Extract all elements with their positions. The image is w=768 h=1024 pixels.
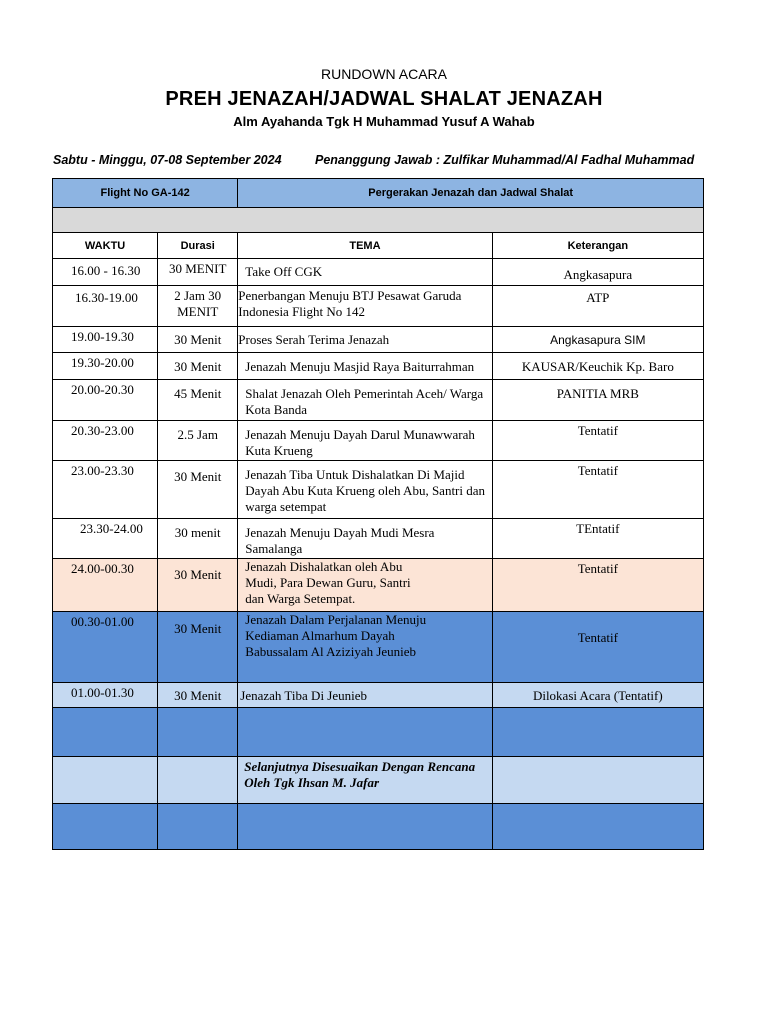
cell-durasi: 30 menit [158, 519, 238, 559]
cell-keterangan: PANITIA MRB [492, 380, 703, 421]
cell-durasi: 30 Menit [158, 559, 238, 612]
cell-durasi: 30 Menit [158, 612, 238, 683]
col-header-keterangan: Keterangan [492, 233, 703, 259]
cell-tema: Jenazah Tiba Di Jeunieb [238, 683, 492, 708]
cell-tema: Jenazah Tiba Untuk Dishalatkan Di Majid Dayah Abu Kuta Krueng oleh Abu, Santri dan warga setempat [238, 461, 492, 519]
cell-durasi: 30 MENIT [158, 259, 238, 286]
cell-durasi: 30 Menit [158, 327, 238, 353]
cell-waktu: 23.00-23.30 [53, 461, 158, 519]
cell-waktu: 19.30-20.00 [53, 353, 158, 380]
cell-waktu: 16.30-19.00 [53, 286, 158, 327]
column-header-row [53, 233, 704, 259]
cell-keterangan: Dilokasi Acara (Tentatif) [492, 683, 703, 708]
empty-row [53, 708, 704, 757]
cell-tema: Jenazah Menuju Dayah Mudi Mesra Samalanga [238, 519, 492, 559]
cell-tema: Jenazah Menuju Dayah Darul Munawwarah Kuta Krueng [238, 421, 492, 461]
cell-durasi: 2.5 Jam [158, 421, 238, 461]
event-date: Sabtu - Minggu, 07-08 September 2024 [53, 153, 282, 167]
section-title: Pergerakan Jenazah dan Jadwal Shalat [238, 179, 704, 208]
table-row [53, 259, 704, 286]
subtitle: Alm Ayahanda Tgk H Muhammad Yusuf A Wahab [233, 114, 535, 129]
cell-durasi: 30 Menit [158, 353, 238, 380]
col-header-tema: TEMA [238, 233, 492, 259]
table-row [53, 353, 704, 380]
table-row [53, 286, 704, 327]
table-row [53, 421, 704, 461]
cell-tema: Take Off CGK [238, 259, 492, 286]
cell-waktu: 20.30-23.00 [53, 421, 158, 461]
cell-tema: Jenazah Dalam Perjalanan Menuju Kediaman Almarhum Dayah Babussalam Al Aziziyah Jeunieb [238, 612, 492, 683]
cell-keterangan: Tentatif [492, 461, 703, 519]
schedule-table [52, 178, 704, 850]
closing-note: Selanjutnya Disesuaikan Dengan Rencana Oleh Tgk Ihsan M. Jafar [238, 757, 492, 804]
col-header-waktu: WAKTU [53, 233, 158, 259]
cell-waktu: 16.00 - 16.30 [53, 259, 158, 286]
note-row [53, 757, 704, 804]
spacer-row [53, 208, 704, 233]
person-in-charge: Penanggung Jawab : Zulfikar Muhammad/Al Fadhal Muhammad [315, 153, 695, 167]
table-row [53, 683, 704, 708]
table-row [53, 612, 704, 683]
rundown-label: RUNDOWN ACARA [320, 66, 447, 82]
cell-tema: Penerbangan Menuju BTJ Pesawat Garuda Indonesia Flight No 142 [238, 286, 492, 327]
table-banner-row [53, 179, 704, 208]
cell-keterangan: ATP [492, 286, 703, 327]
table-row [53, 327, 704, 353]
cell-tema: Proses Serah Terima Jenazah [238, 327, 492, 353]
cell-tema: Jenazah Dishalatkan oleh Abu Mudi, Para Dewan Guru, Santri dan Warga Setempat. [238, 559, 492, 612]
cell-keterangan: Tentatif [492, 612, 703, 683]
cell-keterangan: Angkasapura SIM [492, 327, 703, 353]
cell-waktu: 24.00-00.30 [53, 559, 158, 612]
cell-keterangan: Tentatif [492, 421, 703, 461]
cell-durasi: 2 Jam 30 MENIT [158, 286, 238, 327]
cell-waktu: 19.00-19.30 [53, 327, 158, 353]
cell-durasi: 30 Menit [158, 683, 238, 708]
cell-keterangan: Tentatif [492, 559, 703, 612]
cell-durasi: 30 Menit [158, 461, 238, 519]
table-row [53, 559, 704, 612]
cell-tema: Jenazah Menuju Masjid Raya Baiturrahman [238, 353, 492, 380]
table-row [53, 519, 704, 559]
flight-number: Flight No GA-142 [53, 179, 238, 208]
cell-durasi: 45 Menit [158, 380, 238, 421]
col-header-durasi: Durasi [158, 233, 238, 259]
cell-keterangan: TEntatif [492, 519, 703, 559]
cell-tema: Shalat Jenazah Oleh Pemerintah Aceh/ Warga Kota Banda [238, 380, 492, 421]
cell-waktu: 23.30-24.00 [53, 519, 158, 559]
table-row [53, 380, 704, 421]
cell-waktu: 20.00-20.30 [53, 380, 158, 421]
table-row [53, 461, 704, 519]
cell-keterangan: Angkasapura [492, 259, 703, 286]
cell-waktu: 00.30-01.00 [53, 612, 158, 683]
page-title: PREH JENAZAH/JADWAL SHALAT JENAZAH [165, 88, 603, 110]
cell-keterangan: KAUSAR/Keuchik Kp. Baro [492, 353, 703, 380]
empty-row [53, 804, 704, 850]
cell-waktu: 01.00-01.30 [53, 683, 158, 708]
